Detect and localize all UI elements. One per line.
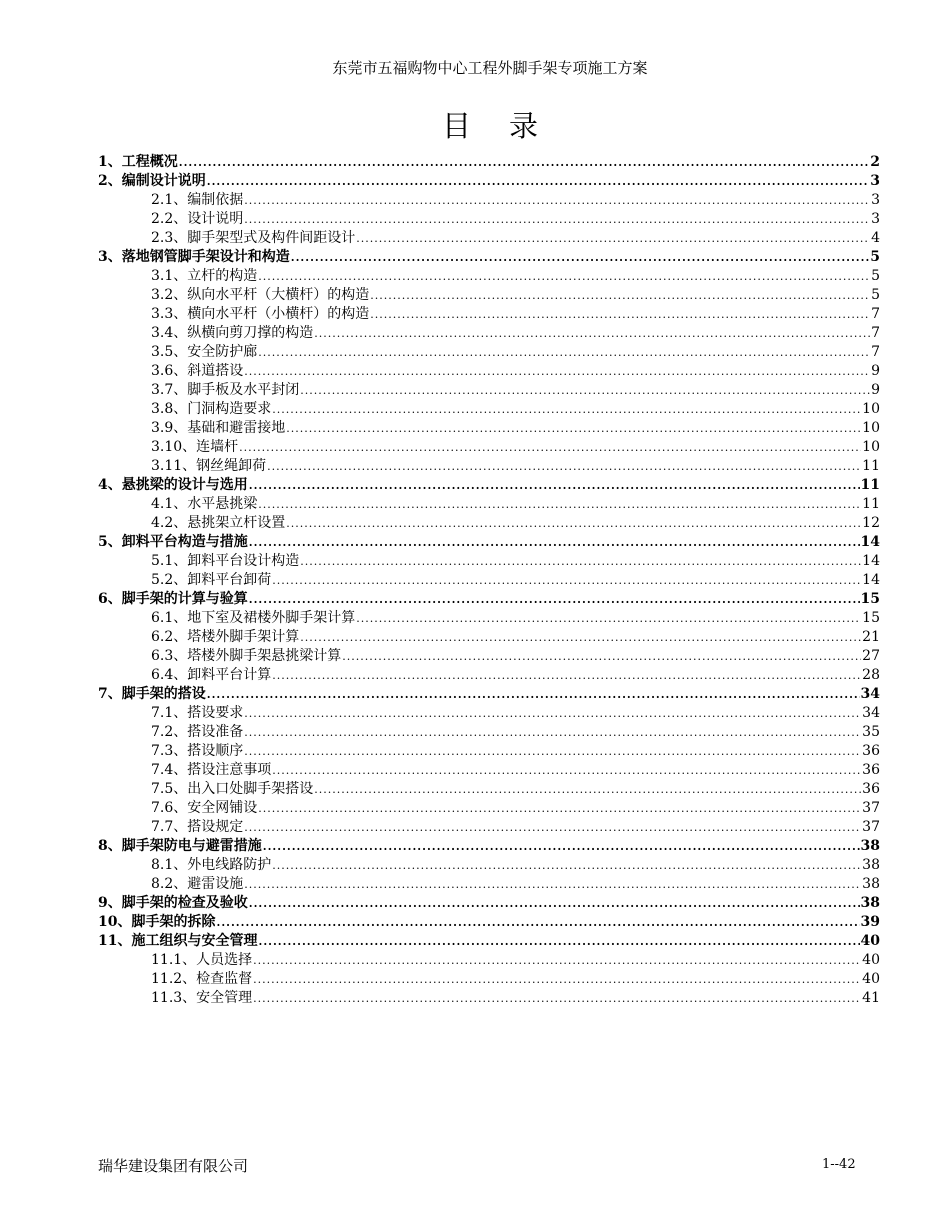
toc-entry-label: 10、脚手架的拆除 bbox=[98, 914, 216, 930]
toc-dot-leader bbox=[314, 780, 861, 799]
toc-dot-leader bbox=[258, 932, 859, 951]
footer-company: 瑞华建设集团有限公司 bbox=[98, 1157, 249, 1175]
toc-entry-label: 5、卸料平台构造与措施 bbox=[98, 534, 248, 550]
toc-entry-subsection[interactable] bbox=[98, 438, 880, 457]
toc-dot-leader bbox=[258, 495, 861, 514]
toc-dot-leader bbox=[244, 704, 861, 723]
toc-entry-label: 7.4、搭设注意事项 bbox=[151, 762, 272, 778]
toc-dot-leader bbox=[258, 343, 870, 362]
toc-dot-leader bbox=[370, 305, 870, 324]
toc-dot-leader bbox=[291, 248, 870, 267]
toc-entry-label: 7.1、搭设要求 bbox=[151, 705, 244, 721]
toc-entry-subsection[interactable] bbox=[98, 495, 880, 514]
toc-entry-page: 40 bbox=[860, 933, 880, 949]
toc-entry-page: 39 bbox=[860, 914, 880, 930]
toc-entry-page: 36 bbox=[862, 743, 880, 759]
toc-entry-subsection[interactable] bbox=[98, 856, 880, 875]
toc-dot-leader bbox=[253, 951, 861, 970]
toc-entry-label: 3.7、脚手板及水平封闭 bbox=[151, 382, 300, 398]
toc-dot-leader bbox=[253, 970, 861, 989]
toc-entry-subsection[interactable] bbox=[98, 305, 880, 324]
toc-entry-section[interactable] bbox=[98, 172, 880, 191]
toc-entry-subsection[interactable] bbox=[98, 419, 880, 438]
toc-entry-label: 5.2、卸料平台卸荷 bbox=[151, 572, 272, 588]
toc-dot-leader bbox=[300, 552, 861, 571]
toc-entry-subsection[interactable] bbox=[98, 267, 880, 286]
toc-entry-section[interactable] bbox=[98, 476, 880, 495]
toc-entry-label: 4.2、悬挑架立杆设置 bbox=[151, 515, 286, 531]
toc-entry-subsection[interactable] bbox=[98, 400, 880, 419]
toc-dot-leader bbox=[179, 153, 870, 172]
toc-dot-leader bbox=[244, 362, 870, 381]
toc-entry-subsection[interactable] bbox=[98, 381, 880, 400]
toc-dot-leader bbox=[272, 400, 861, 419]
toc-dot-leader bbox=[263, 837, 860, 856]
toc-entry-page: 21 bbox=[862, 629, 880, 645]
toc-entry-label: 2.3、脚手架型式及构件间距设计 bbox=[151, 230, 356, 246]
toc-dot-leader bbox=[244, 210, 870, 229]
toc-entry-section[interactable] bbox=[98, 913, 880, 932]
toc-dot-leader bbox=[342, 647, 861, 666]
toc-dot-leader bbox=[300, 381, 870, 400]
toc-entry-label: 7、脚手架的搭设 bbox=[98, 686, 206, 702]
table-of-contents bbox=[98, 153, 880, 1008]
toc-dot-leader bbox=[244, 875, 861, 894]
toc-entry-page: 14 bbox=[862, 572, 880, 588]
toc-dot-leader bbox=[356, 609, 861, 628]
toc-entry-subsection[interactable] bbox=[98, 742, 880, 761]
toc-entry-subsection[interactable] bbox=[98, 457, 880, 476]
toc-dot-leader bbox=[253, 989, 861, 1008]
toc-entry-page: 36 bbox=[862, 781, 880, 797]
toc-entry-page: 12 bbox=[862, 515, 880, 531]
toc-entry-page: 14 bbox=[860, 534, 880, 550]
toc-entry-subsection[interactable] bbox=[98, 799, 880, 818]
toc-entry-label: 7.7、搭设规定 bbox=[151, 819, 244, 835]
toc-entry-subsection[interactable] bbox=[98, 989, 880, 1008]
toc-dot-leader bbox=[239, 438, 861, 457]
toc-entry-label: 3.8、门洞构造要求 bbox=[151, 401, 272, 417]
toc-entry-subsection[interactable] bbox=[98, 780, 880, 799]
toc-entry-label: 2、编制设计说明 bbox=[98, 173, 206, 189]
toc-entry-page: 38 bbox=[860, 838, 880, 854]
toc-entry-page: 28 bbox=[862, 667, 880, 683]
toc-entry-label: 3.9、基础和避雷接地 bbox=[151, 420, 286, 436]
toc-entry-label: 3.2、纵向水平杆（大横杆）的构造 bbox=[151, 287, 370, 303]
toc-entry-label: 8.1、外电线路防护 bbox=[151, 857, 272, 873]
page-header-title: 东莞市五福购物中心工程外脚手架专项施工方案 bbox=[332, 59, 648, 77]
toc-entry-label: 7.3、搭设顺序 bbox=[151, 743, 244, 759]
toc-entry-subsection[interactable] bbox=[98, 191, 880, 210]
toc-dot-leader bbox=[267, 457, 861, 476]
toc-entry-label: 7.5、出入口处脚手架搭设 bbox=[151, 781, 314, 797]
toc-entry-page: 40 bbox=[862, 952, 880, 968]
toc-entry-page: 40 bbox=[862, 971, 880, 987]
toc-entry-section[interactable] bbox=[98, 153, 880, 172]
toc-entry-page: 38 bbox=[862, 857, 880, 873]
toc-entry-section[interactable] bbox=[98, 533, 880, 552]
toc-entry-page: 11 bbox=[862, 496, 880, 512]
toc-dot-leader bbox=[207, 172, 870, 191]
toc-dot-leader bbox=[216, 913, 859, 932]
toc-dot-leader bbox=[207, 685, 860, 704]
toc-entry-label: 6.2、塔楼外脚手架计算 bbox=[151, 629, 300, 645]
toc-entry-subsection[interactable] bbox=[98, 951, 880, 970]
toc-entry-page: 15 bbox=[860, 591, 880, 607]
toc-dot-leader bbox=[300, 628, 861, 647]
toc-dot-leader bbox=[244, 818, 861, 837]
toc-entry-label: 2.2、设计说明 bbox=[151, 211, 244, 227]
toc-entry-page: 36 bbox=[862, 762, 880, 778]
toc-entry-section[interactable] bbox=[98, 894, 880, 913]
toc-dot-leader bbox=[249, 590, 860, 609]
toc-entry-page: 35 bbox=[862, 724, 880, 740]
toc-entry-label: 8、脚手架防电与避雷措施 bbox=[98, 838, 262, 854]
toc-entry-page: 14 bbox=[862, 553, 880, 569]
toc-entry-subsection[interactable] bbox=[98, 704, 880, 723]
toc-entry-page: 15 bbox=[862, 610, 880, 626]
toc-entry-page: 10 bbox=[862, 420, 880, 436]
toc-entry-subsection[interactable] bbox=[98, 210, 880, 229]
footer-page-number: 1--42 bbox=[822, 1157, 856, 1172]
toc-entry-page: 38 bbox=[862, 876, 880, 892]
toc-entry-page: 3 bbox=[871, 192, 880, 208]
toc-entry-label: 11.3、安全管理 bbox=[151, 990, 253, 1006]
toc-dot-leader bbox=[272, 761, 861, 780]
toc-entry-page: 37 bbox=[862, 819, 880, 835]
toc-entry-label: 3、落地钢管脚手架设计和构造 bbox=[98, 249, 290, 265]
toc-entry-page: 7 bbox=[871, 306, 880, 322]
toc-entry-page: 5 bbox=[870, 249, 880, 265]
toc-dot-leader bbox=[258, 267, 870, 286]
toc-entry-subsection[interactable] bbox=[98, 875, 880, 894]
toc-entry-label: 11.2、检查监督 bbox=[151, 971, 253, 987]
toc-dot-leader bbox=[244, 723, 861, 742]
toc-entry-section[interactable] bbox=[98, 837, 880, 856]
toc-entry-label: 11、施工组织与安全管理 bbox=[98, 933, 258, 949]
toc-entry-subsection[interactable] bbox=[98, 818, 880, 837]
toc-entry-subsection[interactable] bbox=[98, 666, 880, 685]
toc-dot-leader bbox=[249, 533, 860, 552]
toc-entry-page: 4 bbox=[871, 230, 880, 246]
toc-dot-leader bbox=[244, 191, 870, 210]
toc-entry-subsection[interactable] bbox=[98, 343, 880, 362]
toc-entry-section[interactable] bbox=[98, 932, 880, 951]
toc-dot-leader bbox=[244, 742, 861, 761]
toc-entry-label: 8.2、避雷设施 bbox=[151, 876, 244, 892]
toc-entry-page: 5 bbox=[871, 268, 880, 284]
toc-entry-subsection[interactable] bbox=[98, 571, 880, 590]
toc-dot-leader bbox=[370, 286, 870, 305]
toc-dot-leader bbox=[272, 856, 861, 875]
toc-entry-subsection[interactable] bbox=[98, 514, 880, 533]
toc-entry-subsection[interactable] bbox=[98, 647, 880, 666]
toc-dot-leader bbox=[286, 419, 861, 438]
toc-entry-label: 6、脚手架的计算与验算 bbox=[98, 591, 248, 607]
toc-entry-page: 7 bbox=[871, 325, 880, 341]
toc-entry-label: 3.3、横向水平杆（小横杆）的构造 bbox=[151, 306, 370, 322]
toc-entry-subsection[interactable] bbox=[98, 324, 880, 343]
toc-entry-page: 11 bbox=[860, 477, 880, 493]
toc-dot-leader bbox=[314, 324, 870, 343]
toc-dot-leader bbox=[249, 476, 860, 495]
toc-entry-label: 6.1、地下室及裙楼外脚手架计算 bbox=[151, 610, 356, 626]
toc-entry-page: 3 bbox=[870, 173, 880, 189]
toc-dot-leader bbox=[272, 666, 861, 685]
toc-entry-label: 7.6、安全网铺设 bbox=[151, 800, 258, 816]
toc-entry-page: 5 bbox=[871, 287, 880, 303]
toc-entry-label: 3.11、钢丝绳卸荷 bbox=[151, 458, 267, 474]
toc-entry-label: 3.6、斜道搭设 bbox=[151, 363, 244, 379]
toc-dot-leader bbox=[249, 894, 860, 913]
toc-entry-subsection[interactable] bbox=[98, 362, 880, 381]
toc-entry-subsection[interactable] bbox=[98, 552, 880, 571]
toc-entry-subsection[interactable] bbox=[98, 286, 880, 305]
toc-dot-leader bbox=[272, 571, 861, 590]
toc-entry-label: 11.1、人员选择 bbox=[151, 952, 253, 968]
toc-entry-subsection[interactable] bbox=[98, 970, 880, 989]
toc-entry-label: 3.10、连墙杆 bbox=[151, 439, 239, 455]
toc-entry-page: 2 bbox=[870, 154, 880, 170]
toc-entry-label: 4、悬挑梁的设计与选用 bbox=[98, 477, 248, 493]
toc-entry-label: 3.1、立杆的构造 bbox=[151, 268, 258, 284]
toc-entry-label: 4.1、水平悬挑梁 bbox=[151, 496, 258, 512]
toc-dot-leader bbox=[356, 229, 870, 248]
toc-entry-page: 11 bbox=[862, 458, 880, 474]
toc-entry-page: 3 bbox=[871, 211, 880, 227]
toc-entry-page: 10 bbox=[862, 439, 880, 455]
toc-entry-section[interactable] bbox=[98, 590, 880, 609]
toc-entry-page: 38 bbox=[860, 895, 880, 911]
toc-entry-label: 3.4、纵横向剪刀撑的构造 bbox=[151, 325, 314, 341]
toc-entry-page: 34 bbox=[862, 705, 880, 721]
toc-entry-label: 1、工程概况 bbox=[98, 154, 178, 170]
toc-entry-label: 3.5、安全防护廊 bbox=[151, 344, 258, 360]
toc-entry-subsection[interactable] bbox=[98, 761, 880, 780]
toc-entry-label: 5.1、卸料平台设计构造 bbox=[151, 553, 300, 569]
toc-entry-page: 27 bbox=[862, 648, 880, 664]
toc-entry-label: 6.4、卸料平台计算 bbox=[151, 667, 272, 683]
toc-entry-label: 9、脚手架的检查及验收 bbox=[98, 895, 248, 911]
toc-dot-leader bbox=[286, 514, 861, 533]
toc-entry-section[interactable] bbox=[98, 248, 880, 267]
toc-entry-page: 37 bbox=[862, 800, 880, 816]
toc-entry-page: 7 bbox=[871, 344, 880, 360]
toc-entry-subsection[interactable] bbox=[98, 229, 880, 248]
toc-entry-page: 10 bbox=[862, 401, 880, 417]
toc-entry-label: 6.3、塔楼外脚手架悬挑梁计算 bbox=[151, 648, 342, 664]
toc-entry-page: 9 bbox=[871, 363, 880, 379]
toc-title: 目录 bbox=[441, 109, 576, 143]
toc-entry-page: 9 bbox=[871, 382, 880, 398]
toc-entry-subsection[interactable] bbox=[98, 723, 880, 742]
toc-entry-label: 2.1、编制依据 bbox=[151, 192, 244, 208]
toc-entry-page: 41 bbox=[862, 990, 880, 1006]
toc-entry-subsection[interactable] bbox=[98, 628, 880, 647]
toc-entry-subsection[interactable] bbox=[98, 609, 880, 628]
toc-entry-page: 34 bbox=[860, 686, 880, 702]
toc-dot-leader bbox=[258, 799, 861, 818]
toc-entry-section[interactable] bbox=[98, 685, 880, 704]
toc-entry-label: 7.2、搭设准备 bbox=[151, 724, 244, 740]
